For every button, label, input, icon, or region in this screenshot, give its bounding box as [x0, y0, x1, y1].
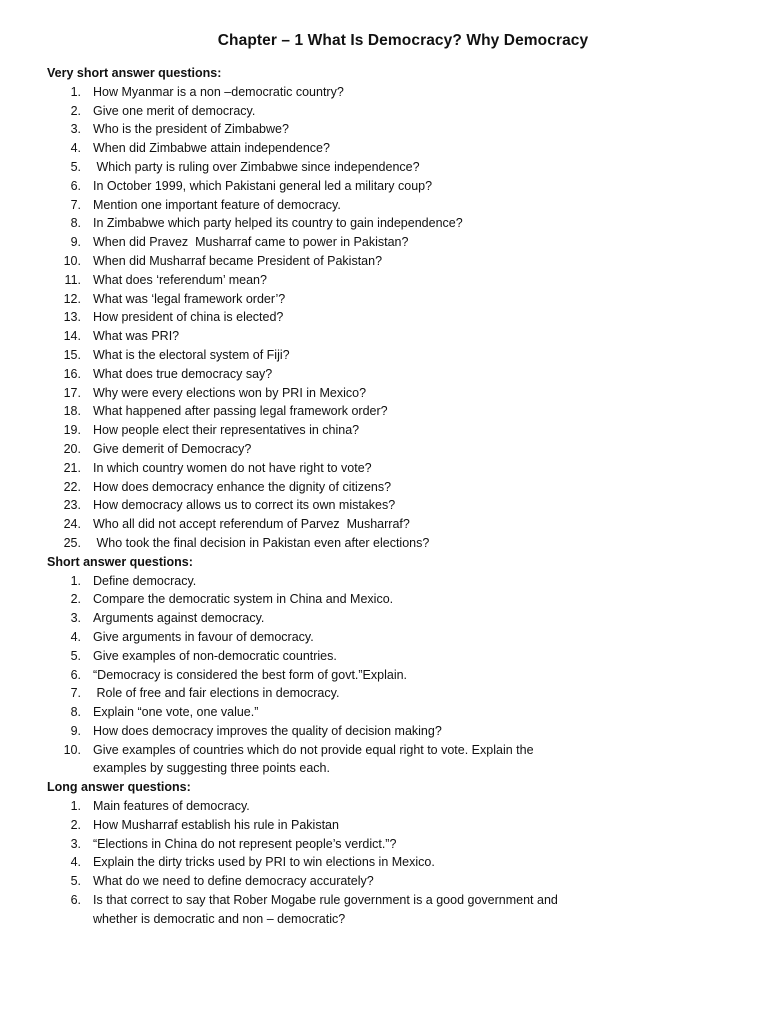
- question-number: 9.: [70, 235, 81, 250]
- question-number: 22.: [63, 479, 81, 494]
- question-text: What is the electoral system of Fiji?: [93, 347, 290, 362]
- question-number: 5.: [70, 874, 81, 889]
- question-item: [47, 797, 768, 816]
- question-list: [47, 83, 768, 553]
- question-number: 3.: [70, 122, 81, 137]
- question-number: 15.: [63, 347, 81, 362]
- question-item: [47, 214, 768, 233]
- question-item: [47, 233, 768, 252]
- question-number: 1.: [70, 799, 81, 814]
- question-number: 18.: [63, 404, 81, 419]
- question-number: 10.: [63, 742, 81, 757]
- question-number: 13.: [63, 310, 81, 325]
- section-very-short: [47, 64, 768, 553]
- question-text: How does democracy improves the quality of decision making?: [93, 723, 442, 738]
- section-long: [47, 778, 768, 928]
- question-item: [47, 628, 768, 647]
- question-text: Explain “one vote, one value.”: [93, 705, 259, 720]
- question-number: 25.: [63, 535, 81, 550]
- question-item: [47, 741, 768, 779]
- question-text: When did Pravez Musharraf came to power in Pakistan?: [93, 235, 409, 250]
- question-number: 23.: [63, 498, 81, 513]
- question-text: Who all did not accept referendum of Parvez Musharraf?: [93, 517, 410, 532]
- question-text: Explain the dirty tricks used by PRI to win elections in Mexico.: [93, 855, 435, 870]
- question-number: 2.: [70, 817, 81, 832]
- question-item: [47, 83, 768, 102]
- question-text: Role of free and fair elections in democracy.: [93, 686, 340, 701]
- question-item: [47, 496, 768, 515]
- question-text: Give examples of non-democratic countries.: [93, 648, 337, 663]
- question-number: 17.: [63, 385, 81, 400]
- question-item: [47, 534, 768, 553]
- question-text: How does democracy enhance the dignity of citizens?: [93, 479, 392, 494]
- section-short: [47, 553, 768, 779]
- question-item: [47, 308, 768, 327]
- question-text: How people elect their representatives in china?: [93, 423, 360, 438]
- question-text: Give demerit of Democracy?: [93, 441, 252, 456]
- question-number: 5.: [70, 648, 81, 663]
- question-item: [47, 177, 768, 196]
- question-number: 6.: [70, 893, 81, 908]
- question-text: Which party is ruling over Zimbabwe since independence?: [93, 159, 420, 174]
- question-item: [47, 252, 768, 271]
- question-number: 10.: [63, 253, 81, 268]
- question-text: What do we need to define democracy accurately?: [93, 874, 374, 889]
- question-item: [47, 891, 768, 929]
- question-item: [47, 327, 768, 346]
- question-text: What was ‘legal framework order’?: [93, 291, 286, 306]
- question-text: What was PRI?: [93, 329, 180, 344]
- question-list: [47, 572, 768, 779]
- question-text: Compare the democratic system in China and Mexico.: [93, 592, 394, 607]
- question-text: What does true democracy say?: [93, 366, 273, 381]
- question-number: 14.: [63, 329, 81, 344]
- question-item: [47, 816, 768, 835]
- question-text: Main features of democracy.: [93, 799, 250, 814]
- question-item: [47, 120, 768, 139]
- page-title: Chapter – 1 What Is Democracy? Why Democracy: [217, 32, 589, 49]
- question-text: Who took the final decision in Pakistan even after elections?: [93, 535, 430, 550]
- question-item: [47, 459, 768, 478]
- question-text: Who is the president of Zimbabwe?: [93, 122, 289, 137]
- question-text: Mention one important feature of democracy.: [93, 197, 341, 212]
- question-item: [47, 647, 768, 666]
- question-text: How Myanmar is a non –democratic country?: [93, 84, 344, 99]
- question-text: “Elections in China do not represent people’s verdict.”?: [93, 836, 397, 851]
- question-item: [47, 290, 768, 309]
- question-item: [47, 384, 768, 403]
- question-item: [47, 346, 768, 365]
- question-number: 2.: [70, 103, 81, 118]
- question-item: [47, 590, 768, 609]
- question-text: Why were every elections won by PRI in Mexico?: [93, 385, 367, 400]
- question-number: 12.: [63, 291, 81, 306]
- question-number: 4.: [70, 141, 81, 156]
- question-item: [47, 196, 768, 215]
- question-item: [47, 703, 768, 722]
- question-number: 6.: [70, 667, 81, 682]
- question-text: Define democracy.: [93, 573, 197, 588]
- question-text: In October 1999, which Pakistani general led a military coup?: [93, 178, 433, 193]
- question-number: 7.: [70, 197, 81, 212]
- question-item: [47, 158, 768, 177]
- question-item: [47, 872, 768, 891]
- question-text: What does ‘referendum’ mean?: [93, 272, 267, 287]
- question-number: 8.: [70, 216, 81, 231]
- question-text: Give examples of countries which do not provide equal right to vote. Explain the examples by suggesting three points each.: [93, 742, 538, 776]
- question-number: 2.: [70, 592, 81, 607]
- question-item: [47, 666, 768, 685]
- question-number: 8.: [70, 705, 81, 720]
- question-text: Arguments against democracy.: [93, 611, 265, 626]
- question-item: [47, 102, 768, 121]
- section-heading: Short answer questions:: [47, 554, 193, 569]
- question-number: 24.: [63, 517, 81, 532]
- question-text: In which country women do not have right to vote?: [93, 460, 372, 475]
- question-item: [47, 609, 768, 628]
- question-item: [47, 853, 768, 872]
- question-text: When did Zimbabwe attain independence?: [93, 141, 330, 156]
- question-number: 3.: [70, 611, 81, 626]
- question-number: 3.: [70, 836, 81, 851]
- question-item: [47, 402, 768, 421]
- question-text: How democracy allows us to correct its own mistakes?: [93, 498, 396, 513]
- question-text: How president of china is elected?: [93, 310, 284, 325]
- question-number: 1.: [70, 84, 81, 99]
- question-item: [47, 515, 768, 534]
- question-number: 16.: [63, 366, 81, 381]
- section-heading: Very short answer questions:: [47, 66, 222, 80]
- question-text: In Zimbabwe which party helped its country to gain independence?: [93, 216, 463, 231]
- question-text: Is that correct to say that Rober Mogabe rule government is a good government and whether is democratic and non – democratic?: [93, 893, 562, 926]
- question-number: 9.: [70, 723, 81, 738]
- question-item: [47, 365, 768, 384]
- question-number: 20.: [63, 441, 81, 456]
- question-list: [47, 797, 768, 929]
- question-item: [47, 440, 768, 459]
- question-number: 4.: [70, 855, 81, 870]
- question-item: [47, 421, 768, 440]
- question-item: [47, 835, 768, 854]
- question-text: “Democracy is considered the best form of govt.”Explain.: [93, 667, 408, 682]
- question-number: 5.: [70, 159, 81, 174]
- question-text: Give one merit of democracy.: [93, 103, 256, 118]
- question-item: [47, 572, 768, 591]
- question-text: How Musharraf establish his rule in Pakistan: [93, 817, 339, 832]
- question-number: 21.: [63, 460, 81, 475]
- question-item: [47, 271, 768, 290]
- question-item: [47, 722, 768, 741]
- question-number: 11.: [64, 272, 81, 287]
- question-number: 4.: [70, 629, 81, 644]
- section-heading: Long answer questions:: [47, 780, 191, 795]
- question-item: [47, 478, 768, 497]
- question-text: Give arguments in favour of democracy.: [93, 629, 314, 644]
- question-item: [47, 684, 768, 703]
- question-number: 6.: [70, 178, 81, 193]
- question-number: 19.: [63, 423, 81, 438]
- question-number: 7.: [70, 686, 81, 701]
- question-text: What happened after passing legal framework order?: [93, 404, 388, 419]
- question-item: [47, 139, 768, 158]
- question-text: When did Musharraf became President of Pakistan?: [93, 253, 383, 268]
- question-number: 1.: [70, 573, 81, 588]
